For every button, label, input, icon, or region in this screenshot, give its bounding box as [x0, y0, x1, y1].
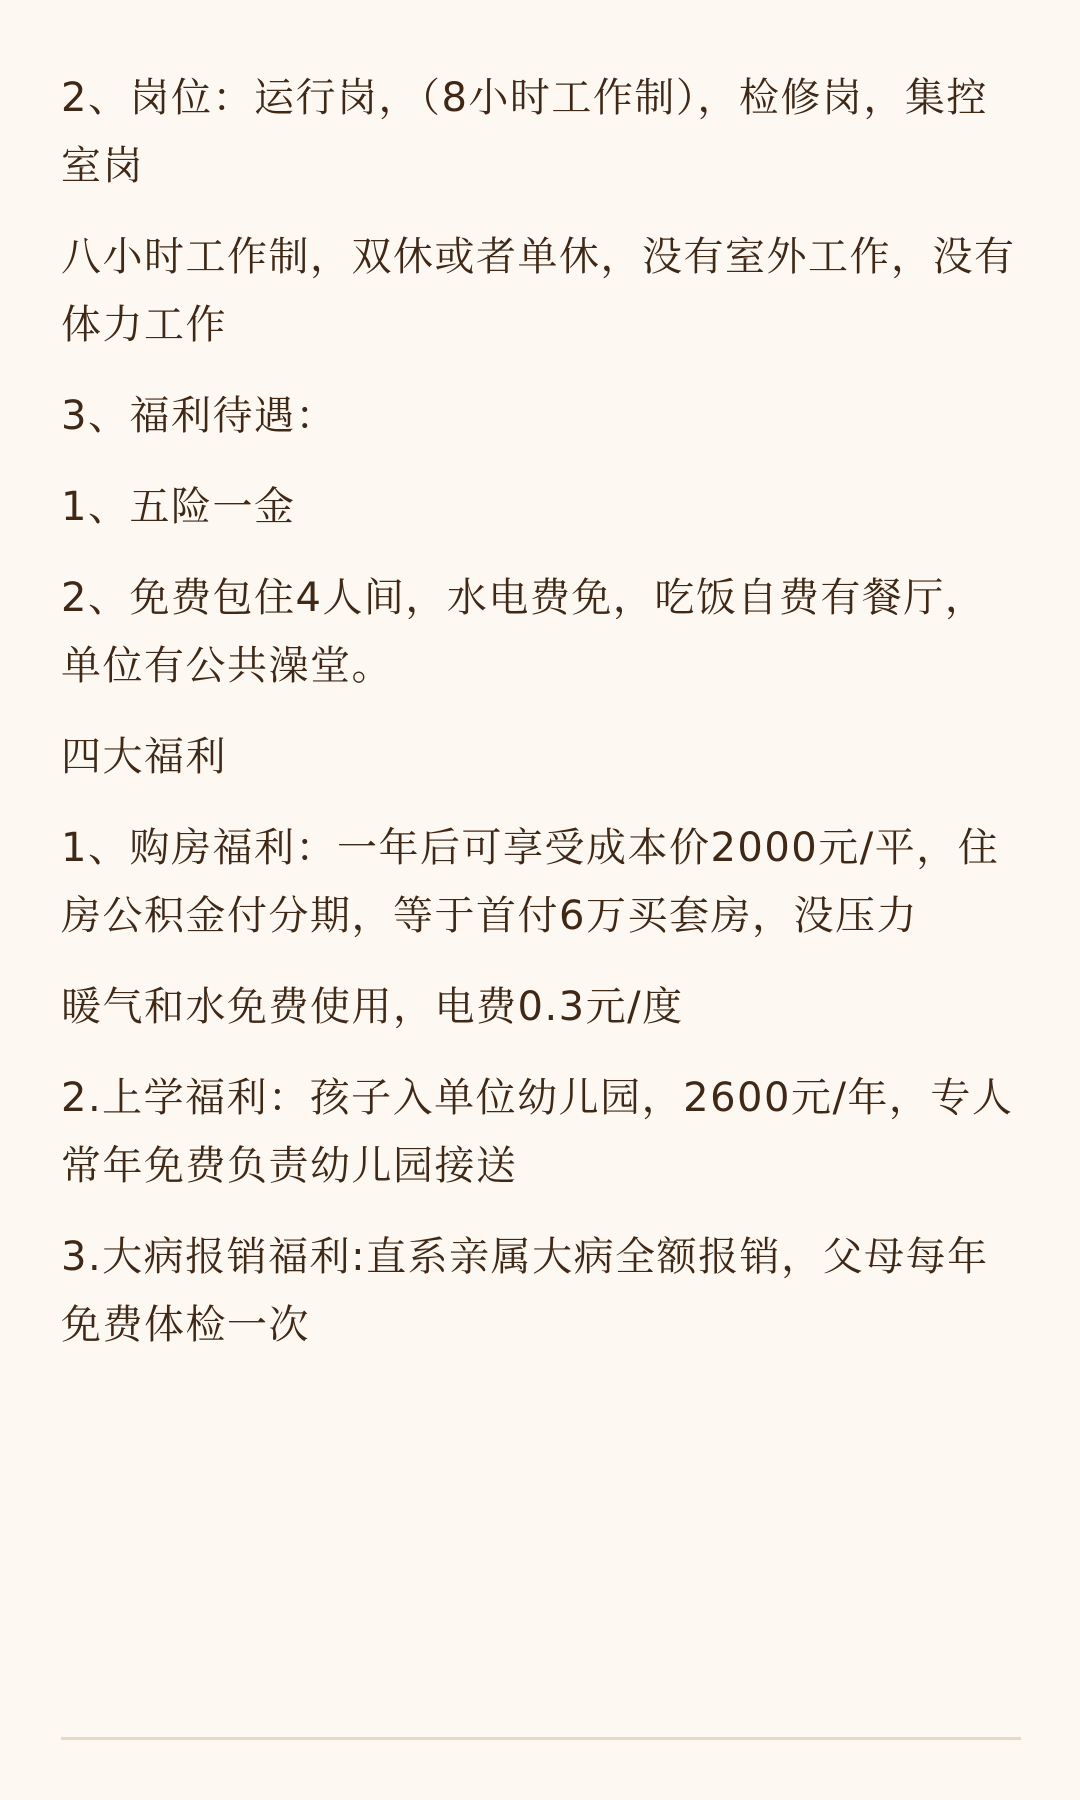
paragraph-insurance: 1、五险一金: [61, 484, 296, 530]
paragraph-benefits-heading: 3、福利待遇：: [61, 393, 337, 439]
paragraph-work-hours: 八小时工作制，双休或者单休，没有室外工作，没有体力工作: [61, 234, 1016, 348]
paragraph-housing-dorm: 2、免费包住4人间，水电费免，吃饭自费有餐厅，单位有公共澡堂。: [61, 575, 987, 689]
paragraph-house-purchase: 1、购房福利：一年后可享受成本价2000元/平，住房公积金付分期，等于首付6万买套房，没压力: [61, 825, 1000, 939]
paragraph-position: 2、岗位：运行岗，（8小时工作制），检修岗，集控室岗: [61, 75, 988, 189]
paragraph-medical: 3.大病报销福利:直系亲属大病全额报销，父母每年免费体检一次: [61, 1234, 989, 1348]
bottom-divider: [61, 1737, 1021, 1740]
article-body: [61, 64, 1021, 1382]
paragraph-four-benefits-heading: 四大福利: [61, 734, 227, 780]
paragraph-utilities: 暖气和水免费使用，电费0.3元/度: [61, 984, 684, 1030]
paragraph-education: 2.上学福利：孩子入单位幼儿园，2600元/年，专人常年免费负责幼儿园接送: [61, 1075, 1014, 1189]
